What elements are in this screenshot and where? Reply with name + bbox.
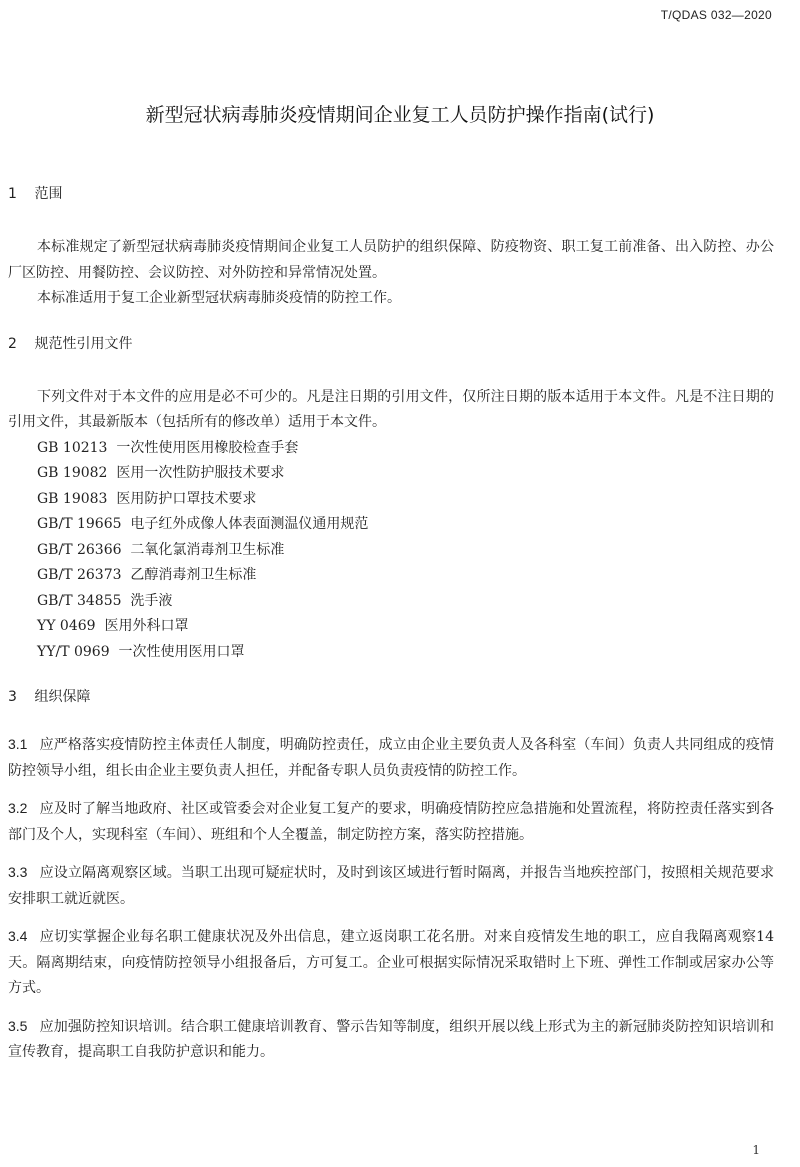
section-number: 1 bbox=[8, 186, 17, 202]
document-title: 新型冠状病毒肺炎疫情期间企业复工人员防护操作指南(试行) bbox=[145, 104, 655, 126]
section-title: 范围 bbox=[34, 186, 63, 202]
section-number: 2 bbox=[8, 335, 17, 352]
scope-paragraph: 本标准适用于复工企业新型冠状病毒肺炎疫情的防控工作。 bbox=[37, 290, 401, 306]
clause-text: 应设立隔离观察区域。当职工出现可疑症状时，及时到该区域进行暂时隔离，并报告当地疾控部门，按照相关规范要求安排职工就近就医。 bbox=[8, 865, 774, 907]
clause bbox=[8, 796, 774, 848]
document-body bbox=[8, 183, 774, 1078]
section-title: 组织保障 bbox=[34, 689, 91, 705]
page-number: 1 bbox=[752, 1143, 760, 1157]
clause-text: 应切实掌握企业每名职工健康状况及外出信息，建立返岗职工花名册。对来自疫情发生地的职工，应自我隔离观察14天。隔离期结束，向疫情防控领导小组报备后，方可复工。企业可根据实际情况采取错时上下班、弹性工作制或居家办公等方式。 bbox=[8, 929, 774, 996]
reference-item: GB/T 34855 洗手液 bbox=[37, 592, 173, 609]
clause bbox=[8, 860, 774, 912]
scope-paragraph: 本标准规定了新型冠状病毒肺炎疫情期间企业复工人员防护的组织保障、防疫物资、职工复工前准备、出入防控、办公厂区防控、用餐防控、会议防控、对外防控和异常情况处置。 bbox=[8, 239, 774, 281]
reference-item: GB 10213 一次性使用医用橡胶检查手套 bbox=[37, 439, 299, 456]
section-number: 3 bbox=[8, 689, 17, 705]
clause-number: 3.3 bbox=[8, 864, 28, 880]
clause-number: 3.2 bbox=[8, 800, 28, 816]
clause-number: 3.5 bbox=[8, 1017, 28, 1034]
references-intro: 下列文件对于本文件的应用是必不可少的。凡是注日期的引用文件，仅所注日期的版本适用于本文件。凡是不注日期的引用文件，其最新版本（包括所有的修改单）适用于本文件。 bbox=[8, 388, 774, 430]
section-title: 规范性引用文件 bbox=[34, 335, 133, 352]
standard-code: T/QDAS 032—2020 bbox=[660, 8, 772, 22]
section-1-heading bbox=[8, 183, 774, 205]
reference-item: YY 0469 医用外科口罩 bbox=[37, 618, 189, 634]
reference-item: YY/T 0969 一次性使用医用口罩 bbox=[37, 643, 245, 660]
clause bbox=[8, 732, 774, 784]
clause-number: 3.4 bbox=[8, 928, 28, 944]
reference-item: GB/T 26373 乙醇消毒剂卫生标准 bbox=[37, 567, 257, 583]
reference-item: GB 19083 医用防护口罩技术要求 bbox=[37, 490, 257, 507]
reference-item: GB/T 19665 电子红外成像人体表面测温仪通用规范 bbox=[37, 516, 369, 532]
clause-number: 3.1 bbox=[8, 736, 28, 752]
clause-text: 应严格落实疫情防控主体责任人制度，明确防控责任，成立由企业主要负责人及各科室（车间）负责人共同组成的疫情防控领导小组，组长由企业主要负责人担任，并配备专职人员负责疫情的防控工作。 bbox=[8, 737, 774, 779]
clause-text: 应加强防控知识培训。结合职工健康培训教育、警示告知等制度，组织开展以线上形式为主的新冠肺炎防控知识培训和宣传教育，提高职工自我防护意识和能力。 bbox=[8, 1018, 774, 1060]
section-2-heading bbox=[8, 333, 774, 355]
section-3-heading bbox=[8, 686, 774, 708]
clause bbox=[8, 1014, 774, 1066]
clause-text: 应及时了解当地政府、社区或管委会对企业复工复产的要求，明确疫情防控应急措施和处置流程，将防控责任落实到各部门及个人，实现科室（车间）、班组和个人全覆盖，制定防控方案，落实防控措施。 bbox=[8, 801, 774, 843]
reference-list bbox=[8, 436, 774, 666]
reference-item: GB/T 26366 二氧化氯消毒剂卫生标准 bbox=[37, 541, 285, 558]
clause bbox=[8, 924, 774, 1002]
reference-item: GB 19082 医用一次性防护服技术要求 bbox=[37, 465, 285, 481]
